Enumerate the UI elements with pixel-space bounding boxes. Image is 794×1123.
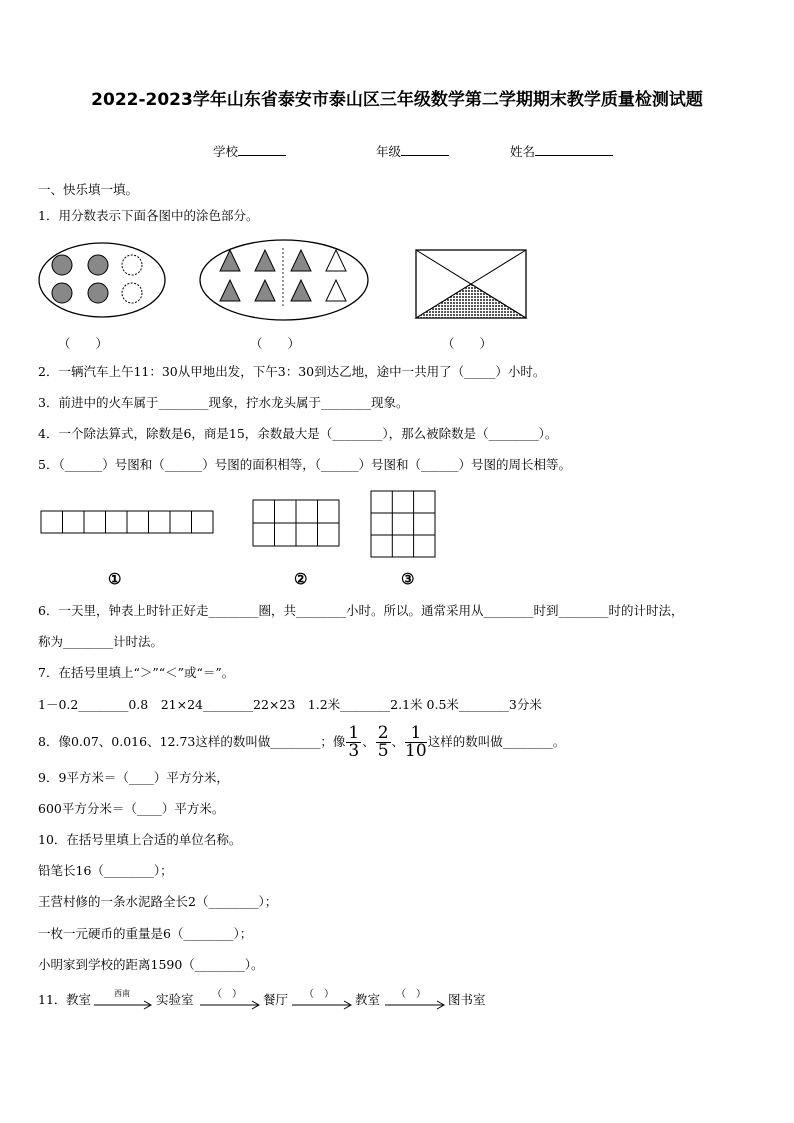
arrow-icon: [200, 1000, 262, 1010]
section-heading: 一、快乐填一填。: [38, 182, 139, 197]
figure-label-2: ②: [294, 570, 308, 588]
school-label: 学校: [213, 144, 239, 159]
figure-rectangle-shaded: [414, 248, 528, 320]
name-label: 姓名: [510, 144, 536, 159]
fraction-2-5: $\frac{2}{5}$: [377, 723, 389, 761]
grid-figure-2: [252, 499, 342, 549]
question-2: 2．一辆汽车上午11：30从甲地出发，下午3：30到达乙地，途中一共用了（_____）小时。: [38, 364, 546, 379]
route-stop: 教室: [66, 992, 92, 1007]
question-7: 7．在括号里填上“＞”“＜”或“＝”。: [38, 665, 235, 680]
school-field[interactable]: [213, 143, 286, 159]
name-field[interactable]: [510, 143, 613, 159]
grid-figure-3: [370, 490, 438, 560]
grade-label: 年级: [376, 144, 402, 159]
route-stop: 图书室: [448, 992, 486, 1007]
page-title: 2022-2023学年山东省泰安市泰山区三年级数学第二学期期末教学质量检测试题: [91, 90, 703, 110]
question-1: 1．用分数表示下面各图中的涂色部分。: [38, 208, 259, 223]
question-4: 4．一个除法算式，除数是6，商是15，余数最大是（________），那么被除数是（________）。: [38, 426, 558, 441]
fraction-1-3: $\frac{1}{3}$: [348, 723, 360, 761]
question-6-line-1: 6．一天里，钟表上时针正好走________圈，共________小时。所以。通常采用从________时到________时的计时法，: [38, 603, 684, 618]
question-8: [38, 722, 565, 762]
figure-oval-triangles: [198, 238, 370, 322]
arrow-icon: [94, 1000, 154, 1010]
route-direction-blank[interactable]: （ ）: [212, 989, 242, 1000]
fraction-1-10: $\frac{1}{10}$: [405, 723, 427, 761]
route-direction-blank[interactable]: （ ）: [396, 989, 426, 1000]
question-8-text-b: 这样的数叫做________。: [427, 734, 566, 749]
route-stop: 教室: [355, 992, 381, 1007]
route-stop: 实验室: [156, 992, 194, 1007]
arrow-icon: [385, 1000, 447, 1010]
question-8-text-a: 8．像0.07、0.016、12.73这样的数叫做________；像: [38, 734, 346, 749]
grade-field[interactable]: [376, 143, 449, 159]
grid-figure-1: [40, 510, 216, 536]
answer-blank-1[interactable]: （ ）: [58, 336, 109, 351]
question-3: 3．前进中的火车属于________现象，拧水龙头属于________现象。: [38, 395, 409, 410]
figure-oval-circles: [36, 240, 168, 320]
route-stop: 餐厅: [263, 992, 289, 1007]
question-9-line-1: 9．9平方米＝（____）平方分米，: [38, 770, 229, 785]
question-10: 10．在括号里填上合适的单位名称。: [38, 832, 242, 847]
question-10-item: 铅笔长16（________）；: [38, 863, 173, 878]
route-direction-blank[interactable]: （ ）: [304, 989, 334, 1000]
question-11-number: 11．: [38, 992, 67, 1007]
separator: 、: [362, 734, 375, 749]
answer-blank-3[interactable]: （ ）: [442, 336, 493, 351]
figure-label-3: ③: [401, 570, 415, 588]
question-10-item: 小明家到学校的距离1590（________）。: [38, 957, 264, 972]
question-7-items: 1－0.2________0.8 21×24________22×23 1.2米________2.1米 0.5米________3分米: [38, 697, 542, 712]
answer-blank-2[interactable]: （ ）: [250, 336, 301, 351]
arrow-icon: [292, 1000, 354, 1010]
question-10-item: 一枚一元硬币的重量是6（________）；: [38, 926, 253, 941]
question-6-line-2: 称为________计时法。: [38, 634, 164, 649]
question-10-item: 王营村修的一条水泥路全长2（________）；: [38, 894, 278, 909]
separator: 、: [391, 734, 405, 749]
figure-label-1: ①: [108, 570, 122, 588]
question-9-line-2: 600平方分米＝（____）平方米。: [38, 801, 225, 816]
route-direction: 西南: [114, 989, 130, 998]
question-5: 5．（______）号图和（______）号图的面积相等，（______）号图和（______）号图的周长相等。: [38, 457, 571, 472]
